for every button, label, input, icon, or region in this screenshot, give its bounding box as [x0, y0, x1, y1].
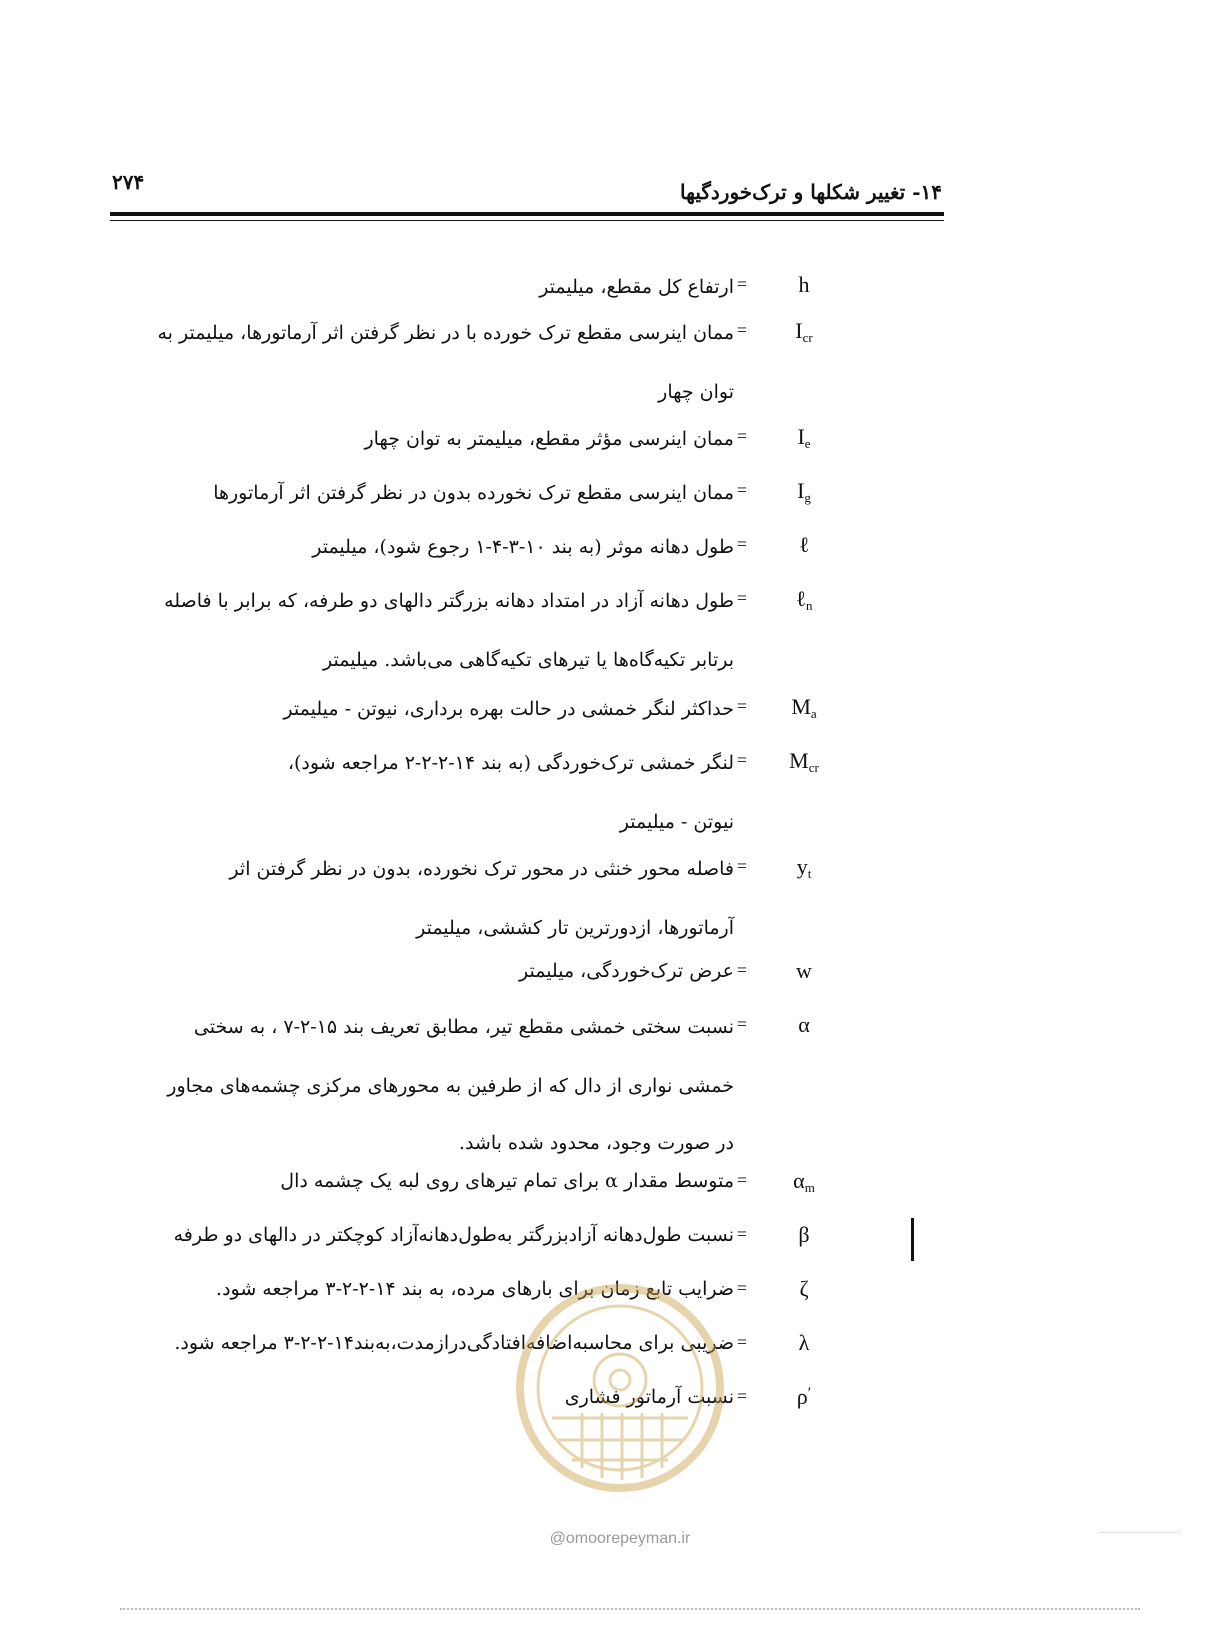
entry-symbol: h: [798, 272, 810, 297]
entry-definition: [364, 410, 734, 469]
entry-equals: =: [736, 750, 748, 770]
header-rule-thick: [110, 212, 944, 216]
header-rule-thin: [110, 220, 944, 221]
definition-line: فاصله محور خنثی در محور ترک نخورده، بدون در نظر گرفتن اثر: [229, 858, 734, 880]
entry-symbol: $M_{cr}$: [789, 748, 819, 775]
entry-equals: =: [736, 426, 748, 446]
definition-line: نسبت آرماتور فشاری: [564, 1386, 734, 1408]
entry-symbol: λ: [798, 1330, 810, 1355]
entry-definition: [312, 518, 734, 577]
scan-artifact: [120, 1608, 1140, 1612]
entry-equals: =: [736, 856, 748, 876]
definition-line: ممان اینرسی مقطع ترک نخورده بدون در نظر گرفتن اثر آرماتورها: [213, 482, 734, 504]
definition-line: لنگر خمشی ترک‌خوردگی (به بند ۱۴-۲-۲-۲ مراجعه شود)،: [287, 752, 734, 774]
definition-line: حداکثر لنگر خمشی در حالت بهره برداری، نیوتن - میلیمتر: [283, 698, 734, 720]
entry-equals: =: [736, 1386, 748, 1406]
entry-equals: =: [736, 480, 748, 500]
entry-equals: =: [736, 1014, 748, 1034]
entry-definition: [519, 944, 734, 998]
entry-definition: [283, 680, 734, 739]
entry-definition: [85, 840, 734, 958]
entry-equals: =: [736, 1170, 748, 1190]
scan-artifact-right: [1100, 1532, 1180, 1534]
entry-symbol: ρ′: [796, 1384, 812, 1409]
page-number: ۲۷۴: [112, 170, 145, 194]
definition-line: برتابر تکیه‌گاه‌ها یا تیرهای تکیه‌گاهی می‌باشد. میلیمتر: [323, 649, 734, 671]
entry-symbol: $y_t$: [796, 854, 812, 881]
entry-symbol: $I_e$: [797, 424, 811, 451]
definition-line: نسبت سختی خمشی مقطع تیر، مطابق تعریف بند ۱۵-۲-۷ ، به سختی: [193, 1016, 734, 1038]
entry-symbol: $\alpha_m$: [793, 1168, 815, 1195]
entry-definition: [95, 572, 734, 690]
entry-equals: =: [736, 1224, 748, 1244]
entry-definition: [95, 304, 734, 422]
entry-equals: =: [736, 274, 748, 294]
definition-line: در صورت وجود، محدود شده باشد.: [458, 1132, 734, 1154]
entry-definition: [80, 998, 734, 1170]
definition-line: طول دهانه موثر (به بند ۱۰-۳-۴-۱ رجوع شود)، میلیمتر: [312, 536, 734, 558]
definition-line: توان چهار: [658, 381, 734, 403]
entry-symbol: β: [798, 1222, 810, 1247]
definition-line: ارتفاع کل مقطع، میلیمتر: [539, 276, 734, 298]
definition-line: خمشی نواری از دال که از طرفین به محورهای مرکزی چشمه‌های مجاور: [167, 1075, 734, 1097]
entry-definition: [174, 1208, 734, 1262]
entry-equals: =: [736, 534, 748, 554]
definition-line: عرض ترک‌خوردگی، میلیمتر: [519, 960, 734, 982]
definition-line: طول دهانه آزاد در امتداد دهانه بزرگتر دالهای دو طرفه، که برابر با فاصله: [164, 590, 734, 612]
definition-line: نسبت طول‌دهانه آزادبزرگتر به‌طول‌دهانه‌آزاد کوچکتر در دالهای دو طرفه: [173, 1224, 734, 1246]
definition-line: نیوتن - میلیمتر: [619, 811, 734, 833]
entry-symbol: $I_{cr}$: [795, 318, 813, 345]
entry-symbol: ζ: [799, 1276, 809, 1301]
definition-line: ضریبی برای محاسبه‌اضافه‌افتادگی‌درازمدت،به‌بند۱۴-۲-۲-۳ مراجعه شود.: [174, 1332, 734, 1354]
definition-line: متوسط مقدار α برای تمام تیرهای روی لبه یک چشمه دال: [280, 1170, 734, 1192]
entry-equals: =: [736, 1278, 748, 1298]
entry-equals: =: [736, 320, 748, 340]
entry-symbol: $I_g$: [797, 478, 811, 505]
entry-symbol: ℓ$_n$: [795, 586, 813, 613]
entry-symbol: $M_a$: [791, 694, 817, 721]
change-bar: [911, 1218, 914, 1261]
entry-symbol: α: [798, 1012, 810, 1037]
entry-equals: =: [736, 696, 748, 716]
entry-equals: =: [736, 588, 748, 608]
definition-line: ضرایب تابع زمان برای بارهای مرده، به بند ۱۴-۲-۲-۳ مراجعه شود.: [216, 1278, 734, 1300]
definition-line: ممان اینرسی مقطع ترک خورده با در نظر گرفتن اثر آرماتورها، میلیمتر به: [157, 322, 734, 344]
entry-definition: [280, 1154, 734, 1208]
publisher-seal-watermark: [512, 1268, 728, 1508]
website-watermark: @omoorepeyman.ir: [549, 1530, 691, 1547]
chapter-title: ۱۴- تغییر شکلها و ترک‌خوردگیها: [680, 180, 942, 204]
entry-symbol: w: [796, 958, 812, 983]
entry-definition: [213, 464, 734, 523]
definition-line: ممان اینرسی مؤثر مقطع، میلیمتر به توان چهار: [364, 428, 734, 450]
definition-line: آرماتورها، ازدورترین تار کششی، میلیمتر: [416, 917, 734, 939]
entry-definition: [288, 734, 734, 852]
entry-symbol: ℓ: [798, 532, 810, 557]
entry-equals: =: [736, 960, 748, 980]
entry-equals: =: [736, 1332, 748, 1352]
